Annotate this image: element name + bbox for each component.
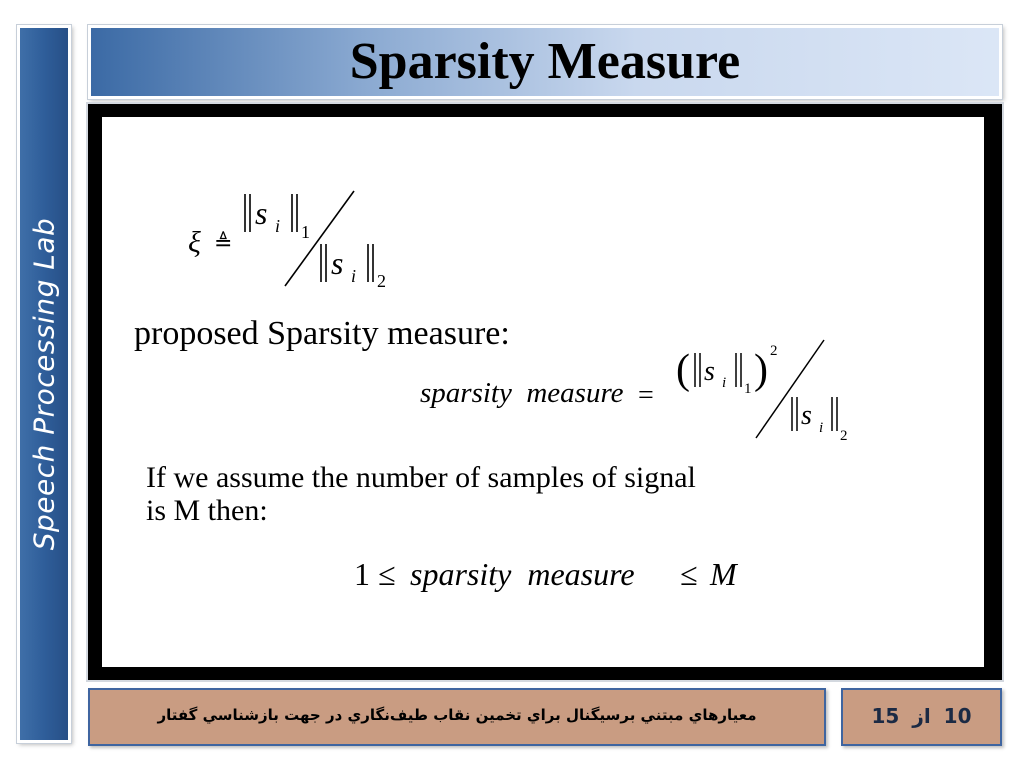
denominator-s: s (331, 245, 344, 281)
denominator-i: i (351, 266, 357, 286)
exponent-2: 2 (770, 343, 778, 359)
formula-bounds (352, 547, 752, 597)
open-paren: ( (676, 347, 690, 393)
denominator-s: s (801, 400, 812, 431)
numerator-sub-1: 1 (301, 222, 310, 242)
page-current: 10 (943, 704, 972, 728)
slide-title: Sparsity Measure (349, 33, 741, 90)
le-sign-1: ≤ (378, 556, 396, 592)
page-separator: از (912, 704, 931, 728)
close-paren: ) (754, 347, 768, 393)
title-banner (88, 25, 1002, 99)
assumption-line-1: If we assume the number of samples of signal (146, 461, 696, 494)
content-area (102, 117, 984, 667)
fraction-slash (285, 191, 357, 286)
lab-name: Speech Processing Lab (27, 217, 61, 551)
page-number (843, 704, 1000, 728)
assumption-text (146, 461, 696, 527)
page-number-box (841, 688, 1002, 746)
side-bar (17, 25, 71, 743)
numerator-i: i (722, 375, 727, 391)
upper-bound: M (710, 556, 737, 592)
denominator-i: i (819, 420, 824, 436)
formula-sparsity-measure (416, 337, 856, 447)
numerator-sub-1: 1 (744, 381, 752, 397)
assumption-line-2: is M then: (146, 494, 268, 527)
equals-sign: = (638, 380, 654, 411)
numerator-s: s (255, 195, 268, 231)
lower-bound: 1 (354, 556, 370, 592)
page-total: 15 (871, 704, 900, 728)
measure-lhs: sparsity measure (420, 377, 624, 409)
numerator-s: s (704, 356, 715, 387)
numerator-i: i (275, 216, 281, 236)
xi-symbol: ξ (188, 226, 201, 259)
proposed-heading: proposed Sparsity measure: (134, 315, 510, 352)
le-sign-2: ≤ (680, 556, 698, 592)
formula-xi-definition (182, 182, 412, 297)
defined-symbol: ≜ (214, 230, 233, 255)
denominator-sub-2: 2 (840, 428, 848, 444)
footer-title: معيارهاي مبتني برسيگنال براي تخمين نقاب طيف‌نگاري در جهت بازشناسي گفتار (157, 706, 757, 724)
content-frame (88, 104, 1002, 680)
footer-bar (88, 688, 826, 746)
denominator-sub-2: 2 (377, 271, 386, 291)
bound-middle: sparsity measure (410, 556, 635, 592)
